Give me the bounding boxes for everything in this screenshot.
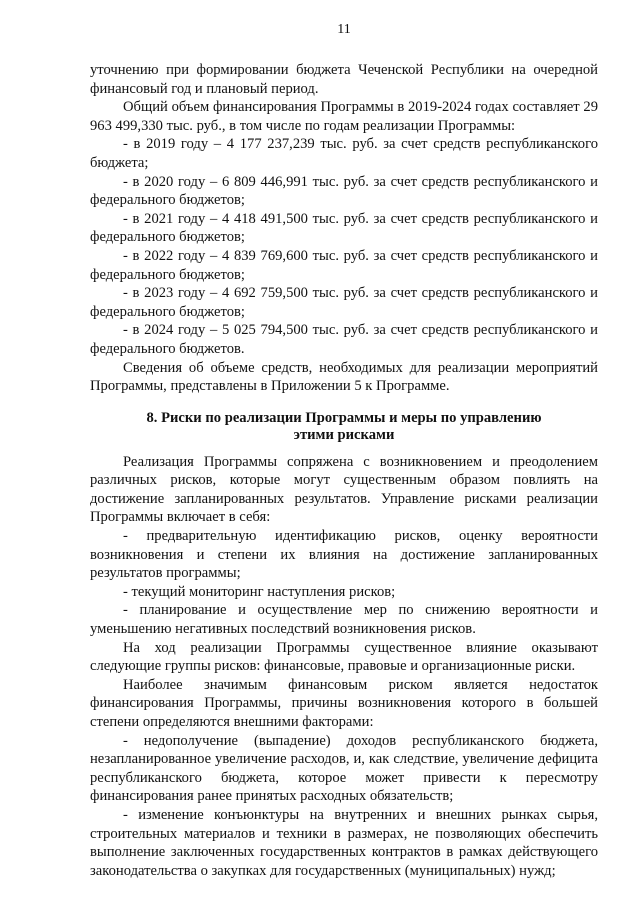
funding-item-2020: - в 2020 году – 6 809 446,991 тыс. руб. за счет средств республиканского и федерального бюджетов; [90,173,598,209]
section-heading-risks: 8. Риски по реализации Программы и меры по управлению этими рисками [146,409,542,443]
risk-measure-identification: - предварительную идентификацию рисков, оценку вероятности возникновения и степени их влияния на достижение запланированных результатов программы; [90,528,598,582]
document-page [90,0,598,905]
paragraph-total-funding: Общий объем финансирования Программы в 2019-2024 годах составляет 29 963 499,330 тыс. руб., в том числе по годам реализации Программы: [90,99,598,134]
paragraph-financial-risk: Наиболее значимым финансовым риском является недостаток финансирования Программы, причины возникновения которого в большей степени определяются внешними факторами: [90,676,598,730]
funding-item-2021: - в 2021 году – 4 418 491,500 тыс. руб. за счет средств республиканского и федерального бюджетов; [90,210,598,246]
paragraph-budget-clarification: уточнению при формировании бюджета Чеченской Республики на очередной финансовый год и плановый период. [90,62,598,97]
paragraph-appendix-reference: Сведения об объеме средств, необходимых для реализации мероприятий Программы, представлены в Приложении 5 к Программе. [90,359,598,395]
paragraph-risk-groups: На ход реализации Программы существенное влияние оказывают следующие группы рисков: финансовые, правовые и организационные риски. [90,639,598,675]
document-body [90,61,598,880]
page-number: 11 [337,22,351,37]
paragraph-risk-management-intro: Реализация Программы сопряжена с возникновением и преодолением различных рисков, которые могут существенным образом повлиять на достижение запланированных результатов. Управление рисками реализации Программы включает в себя: [90,453,598,526]
funding-item-2022: - в 2022 году – 4 839 769,600 тыс. руб. за счет средств республиканского и федерального бюджетов; [90,247,598,283]
funding-item-2024: - в 2024 году – 5 025 794,500 тыс. руб. за счет средств республиканского и федерального бюджетов. [90,322,598,357]
financial-risk-market-conditions: - изменение конъюнктуры на внутренних и внешних рынках сырья, строительных материалов и техники в размерах, не позволяющих обеспечить выполнение заключенных государственных контрактов в рамках действующего законодательства о закупках для государственных (муниципальных) нужд; [90,806,598,879]
funding-item-2023: - в 2023 году – 4 692 759,500 тыс. руб. за счет средств республиканского и федерального бюджетов; [90,285,598,320]
financial-risk-revenue-shortfall: - недополучение (выпадение) доходов республиканского бюджета, незапланированное увеличение расходов, и, как следствие, увеличение дефицита республиканского бюджета, которое может привести к пересмотру финансирования ранее принятых расходных обязательств; [90,732,598,805]
risk-measure-monitoring: - текущий мониторинг наступления рисков; [123,583,396,600]
risk-measure-planning: - планирование и осуществление мер по снижению вероятности и уменьшению негативных последствий возникновения рисков. [90,602,598,638]
funding-item-2019: - в 2019 году – 4 177 237,239 тыс. руб. за счет средств республиканского бюджета; [90,136,598,171]
